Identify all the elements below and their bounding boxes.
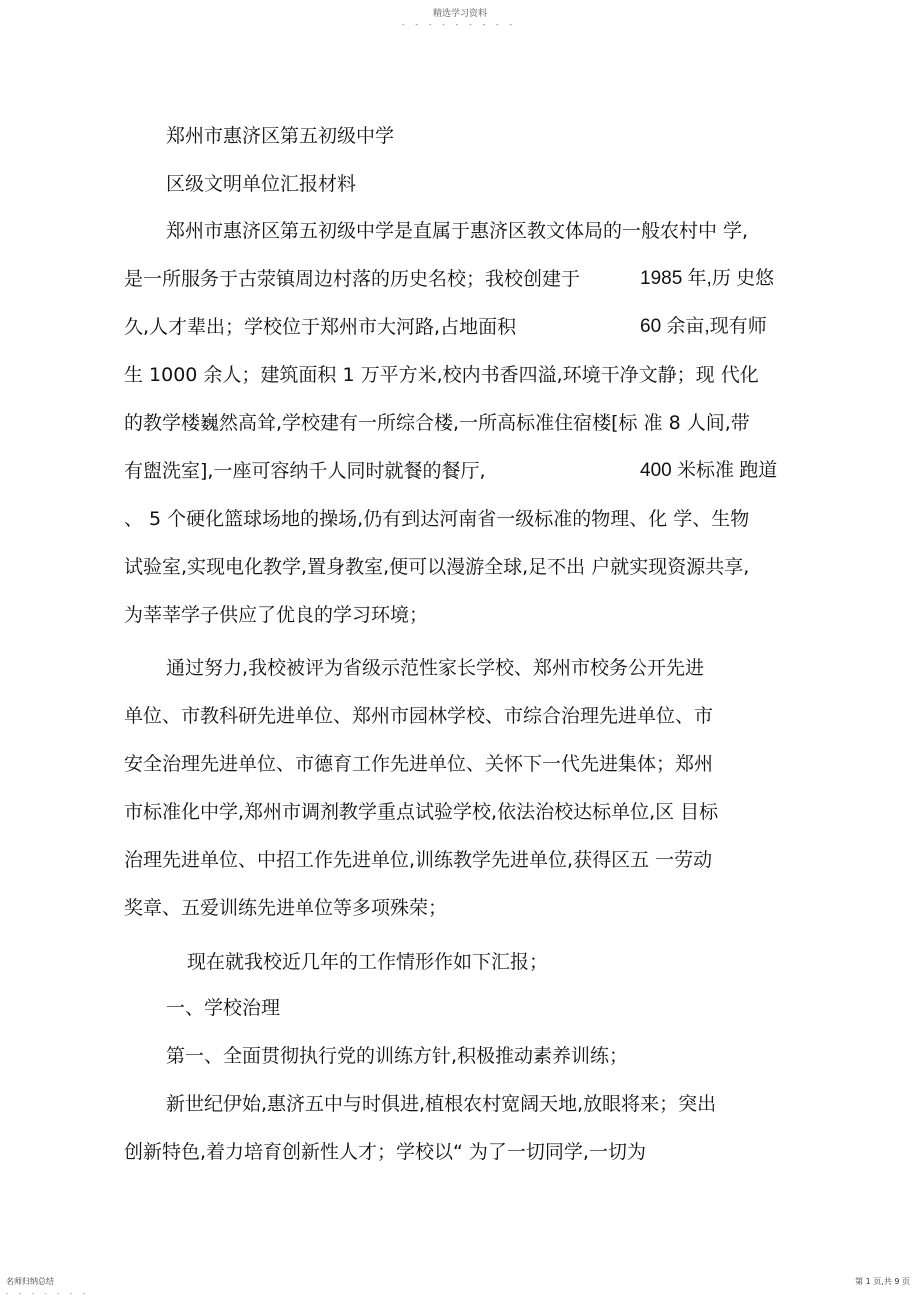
paragraph-line: 单位、市教科研先进单位、郑州市园林学校、市综合治理先进单位、市 bbox=[124, 705, 714, 727]
paragraph-line: 、 5 个硬化篮球场地的操场,仍有到达河南省一级标准的物理、化 学、生物 bbox=[124, 508, 750, 530]
page-header: 精选学习资料 bbox=[432, 9, 487, 19]
paragraph-line: 奖章、五爱训练先进单位等多项殊荣； bbox=[124, 897, 448, 919]
paragraph-line: 为莘莘学子供应了优良的学习环境； bbox=[124, 604, 429, 626]
paragraph-line: 60 余亩,现有师 bbox=[640, 316, 767, 337]
footer-left-dashes: - - - - - - - bbox=[6, 1290, 90, 1298]
doc-subtitle: 区级文明单位汇报材料 bbox=[166, 173, 357, 195]
doc-title: 郑州市惠济区第五初级中学 bbox=[166, 125, 395, 147]
paragraph-line: 是一所服务于古荥镇周边村落的历史名校；我校创建于 bbox=[124, 268, 581, 290]
paragraph-line: 市标准化中学,郑州市调剂教学重点试验学校,依法治校达标单位,区 目标 bbox=[124, 801, 719, 823]
paragraph-line: 1985 年,历 史悠 bbox=[640, 268, 775, 289]
paragraph-line: 的教学楼巍然高耸,学校建有一所综合楼,一所高标准住宿楼[标 准 8 人间,带 bbox=[124, 412, 750, 434]
paragraph-line: 通过努力,我校被评为省级示范性家长学校、郑州市校务公开先进 bbox=[166, 657, 705, 679]
paragraph-line: 创新特色,着力培育创新性人才；学校以“ 为了一切同学,一切为 bbox=[124, 1141, 646, 1163]
paragraph-line: 新世纪伊始,惠济五中与时俱进,植根农村宽阔天地,放眼将来；突出 bbox=[166, 1093, 717, 1115]
paragraph-line: 生 1000 余人；建筑面积 1 万平方米,校内书香四溢,环境干净文静；现 代化 bbox=[124, 364, 759, 386]
paragraph-line: 安全治理先进单位、市德育工作先进单位、关怀下一代先进集体；郑州 bbox=[124, 753, 714, 775]
paragraph-line: 400 米标准 跑道 bbox=[640, 460, 778, 481]
paragraph-line: 试验室,实现电化教学,置身教室,便可以漫游全球,足不出 户就实现资源共享, bbox=[124, 556, 750, 578]
paragraph-line: 久,人才辈出；学校位于郑州市大河路,占地面积 bbox=[124, 316, 517, 338]
header-dashes: - - - - - - - - - bbox=[401, 20, 517, 29]
report-intro: 现在就我校近几年的工作情形作如下汇报； bbox=[187, 951, 549, 973]
subsection-heading: 第一、全面贯彻执行党的训练方针,积极推动素养训练； bbox=[166, 1045, 629, 1067]
paragraph-line: 治理先进单位、中招工作先进单位,训练教学先进单位,获得区五 一劳动 bbox=[124, 849, 713, 871]
page-number: 第 1 页,共 9 页 bbox=[855, 1277, 910, 1286]
footer-left-label: 名师归纳总结 bbox=[6, 1277, 54, 1286]
paragraph-line: 有盥洗室],一座可容纳千人同时就餐的餐厅, bbox=[124, 460, 486, 482]
paragraph-line: 郑州市惠济区第五初级中学是直属于惠济区教文体局的一般农村中 学, bbox=[166, 220, 749, 242]
section-heading: 一、学校治理 bbox=[166, 997, 281, 1019]
